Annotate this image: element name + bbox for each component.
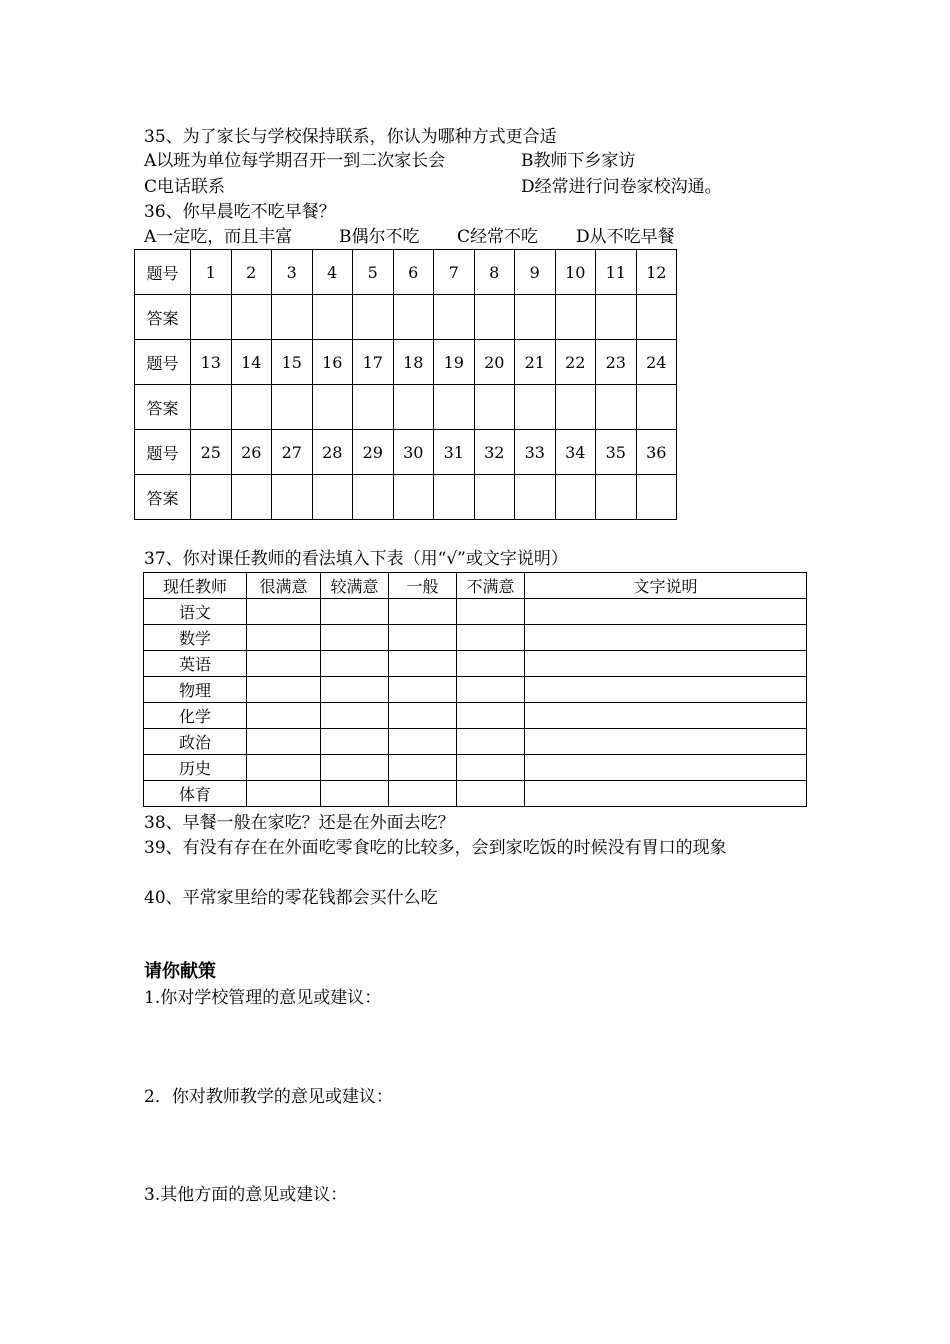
question-number-label: 题号: [135, 340, 191, 385]
answer-cell[interactable]: [555, 475, 596, 520]
rating-cell[interactable]: [389, 625, 457, 651]
answer-cell[interactable]: [353, 475, 394, 520]
rating-cell[interactable]: [247, 755, 321, 781]
question-number-cell: 16: [312, 340, 353, 385]
subject-cell: 物理: [144, 677, 247, 703]
answer-row: [135, 295, 677, 340]
question-number-cell: 3: [272, 250, 313, 295]
question-number-cell: 32: [474, 430, 515, 475]
teacher-table-header: 很满意: [247, 573, 321, 599]
q35-option-a: A以班为单位每学期召开一到二次家长会: [144, 151, 446, 171]
teacher-rating-table: [143, 572, 807, 807]
answer-cell[interactable]: [191, 385, 232, 430]
rating-cell[interactable]: [321, 677, 389, 703]
answer-cell[interactable]: [434, 295, 475, 340]
teacher-table-row: [144, 729, 807, 755]
teacher-table-row: [144, 703, 807, 729]
rating-cell[interactable]: [321, 781, 389, 807]
question-number-cell: 26: [231, 430, 272, 475]
answer-label: 答案: [135, 295, 191, 340]
teacher-table-header: 较满意: [321, 573, 389, 599]
rating-cell[interactable]: [525, 755, 807, 781]
answer-cell[interactable]: [231, 385, 272, 430]
answer-cell[interactable]: [272, 475, 313, 520]
answer-cell[interactable]: [596, 295, 637, 340]
rating-cell[interactable]: [457, 599, 525, 625]
q35-option-c: C电话联系: [144, 177, 226, 197]
rating-cell[interactable]: [389, 677, 457, 703]
rating-cell[interactable]: [389, 599, 457, 625]
answer-cell[interactable]: [393, 475, 434, 520]
rating-cell[interactable]: [525, 677, 807, 703]
teacher-table-header: 文字说明: [525, 573, 807, 599]
q35-option-d: D经常进行问卷家校沟通。: [521, 177, 722, 197]
question-number-cell: 34: [555, 430, 596, 475]
question-number-label: 题号: [135, 430, 191, 475]
question-number-cell: 20: [474, 340, 515, 385]
answer-cell[interactable]: [272, 295, 313, 340]
question-number-cell: 11: [596, 250, 637, 295]
q35-option-b: B教师下乡家访: [521, 151, 636, 171]
answer-cell[interactable]: [312, 385, 353, 430]
answer-cell[interactable]: [231, 475, 272, 520]
question-number-row: [135, 250, 677, 295]
answer-cell[interactable]: [312, 295, 353, 340]
question-number-cell: 28: [312, 430, 353, 475]
question-number-cell: 22: [555, 340, 596, 385]
teacher-table-header: 一般: [389, 573, 457, 599]
answer-cell[interactable]: [596, 385, 637, 430]
answer-row: [135, 385, 677, 430]
rating-cell[interactable]: [389, 729, 457, 755]
question-number-cell: 14: [231, 340, 272, 385]
q36-option-c: C经常不吃: [457, 227, 539, 247]
q39-question: 39、有没有存在在外面吃零食吃的比较多，会到家吃饭的时候没有胃口的现象: [144, 838, 727, 858]
rating-cell[interactable]: [321, 625, 389, 651]
rating-cell[interactable]: [457, 755, 525, 781]
teacher-table-row: [144, 677, 807, 703]
question-number-cell: 15: [272, 340, 313, 385]
rating-cell[interactable]: [525, 599, 807, 625]
answer-cell[interactable]: [231, 295, 272, 340]
rating-cell[interactable]: [525, 781, 807, 807]
question-number-cell: 21: [515, 340, 556, 385]
rating-cell[interactable]: [457, 703, 525, 729]
teacher-table-row: [144, 625, 807, 651]
rating-cell[interactable]: [389, 703, 457, 729]
teacher-table-row: [144, 651, 807, 677]
rating-cell[interactable]: [321, 703, 389, 729]
question-number-cell: 2: [231, 250, 272, 295]
rating-cell[interactable]: [321, 599, 389, 625]
question-number-row: [135, 430, 677, 475]
question-number-cell: 18: [393, 340, 434, 385]
answer-cell[interactable]: [434, 385, 475, 430]
question-number-cell: 36: [636, 430, 677, 475]
rating-cell[interactable]: [457, 651, 525, 677]
answer-cell[interactable]: [474, 385, 515, 430]
rating-cell[interactable]: [321, 729, 389, 755]
rating-cell[interactable]: [247, 599, 321, 625]
rating-cell[interactable]: [525, 625, 807, 651]
subject-cell: 语文: [144, 599, 247, 625]
teacher-table-row: [144, 755, 807, 781]
question-number-cell: 31: [434, 430, 475, 475]
question-number-cell: 24: [636, 340, 677, 385]
subject-cell: 英语: [144, 651, 247, 677]
rating-cell[interactable]: [247, 625, 321, 651]
answer-label: 答案: [135, 385, 191, 430]
subject-cell: 化学: [144, 703, 247, 729]
rating-cell[interactable]: [389, 755, 457, 781]
suggestions-title: 请你献策: [144, 961, 216, 982]
answer-label: 答案: [135, 475, 191, 520]
answer-cell[interactable]: [636, 385, 677, 430]
question-number-cell: 19: [434, 340, 475, 385]
q40-question: 40、平常家里给的零花钱都会买什么吃: [144, 888, 438, 908]
q36-option-b: B偶尔不吃: [339, 227, 420, 247]
teacher-table-row: [144, 781, 807, 807]
rating-cell[interactable]: [247, 677, 321, 703]
answer-cell[interactable]: [353, 385, 394, 430]
answer-cell[interactable]: [434, 475, 475, 520]
question-number-cell: 23: [596, 340, 637, 385]
answer-cell[interactable]: [515, 385, 556, 430]
question-number-cell: 8: [474, 250, 515, 295]
answer-cell[interactable]: [191, 475, 232, 520]
answer-cell[interactable]: [353, 295, 394, 340]
rating-cell[interactable]: [525, 703, 807, 729]
question-number-cell: 12: [636, 250, 677, 295]
answer-cell[interactable]: [474, 475, 515, 520]
q37-question: 37、你对课任教师的看法填入下表（用“√”或文字说明）: [144, 549, 568, 569]
answer-cell[interactable]: [272, 385, 313, 430]
teacher-table-header: 不满意: [457, 573, 525, 599]
suggestion-item-2: 2．你对教师教学的意见或建议：: [144, 1087, 393, 1107]
rating-cell[interactable]: [457, 625, 525, 651]
suggestion-item-3: 3.其他方面的意见或建议：: [144, 1185, 348, 1205]
question-number-cell: 7: [434, 250, 475, 295]
rating-cell[interactable]: [389, 651, 457, 677]
question-number-row: [135, 340, 677, 385]
question-number-cell: 35: [596, 430, 637, 475]
subject-cell: 数学: [144, 625, 247, 651]
answer-cell[interactable]: [393, 385, 434, 430]
question-number-cell: 25: [191, 430, 232, 475]
answer-row: [135, 475, 677, 520]
rating-cell[interactable]: [321, 651, 389, 677]
q35-question: 35、为了家长与学校保持联系，你认为哪种方式更合适: [144, 127, 557, 147]
rating-cell[interactable]: [457, 781, 525, 807]
question-number-cell: 5: [353, 250, 394, 295]
rating-cell[interactable]: [247, 781, 321, 807]
teacher-table-row: [144, 599, 807, 625]
question-number-cell: 33: [515, 430, 556, 475]
question-number-cell: 6: [393, 250, 434, 295]
subject-cell: 体育: [144, 781, 247, 807]
suggestion-item-1: 1.你对学校管理的意见或建议：: [144, 988, 382, 1008]
answer-cell[interactable]: [515, 475, 556, 520]
teacher-table-header-row: [144, 573, 807, 599]
rating-cell[interactable]: [247, 651, 321, 677]
question-number-cell: 4: [312, 250, 353, 295]
teacher-table-header: 现任教师: [144, 573, 247, 599]
answer-cell[interactable]: [555, 385, 596, 430]
answer-sheet-table: [134, 249, 677, 520]
question-number-cell: 27: [272, 430, 313, 475]
q36-question: 36、你早晨吃不吃早餐？: [144, 202, 336, 222]
rating-cell[interactable]: [457, 729, 525, 755]
question-number-cell: 17: [353, 340, 394, 385]
answer-cell[interactable]: [596, 475, 637, 520]
question-number-cell: 13: [191, 340, 232, 385]
question-number-cell: 1: [191, 250, 232, 295]
rating-cell[interactable]: [525, 729, 807, 755]
answer-cell[interactable]: [191, 295, 232, 340]
question-number-cell: 9: [515, 250, 556, 295]
question-number-label: 题号: [135, 250, 191, 295]
question-number-cell: 29: [353, 430, 394, 475]
subject-cell: 历史: [144, 755, 247, 781]
answer-cell[interactable]: [474, 295, 515, 340]
q36-option-d: D从不吃早餐: [576, 227, 675, 247]
rating-cell[interactable]: [525, 651, 807, 677]
answer-cell[interactable]: [312, 475, 353, 520]
q38-question: 38、早餐一般在家吃？还是在外面去吃？: [144, 813, 455, 833]
q36-option-a: A一定吃，而且丰富: [144, 227, 293, 247]
answer-cell[interactable]: [555, 295, 596, 340]
rating-cell[interactable]: [457, 677, 525, 703]
subject-cell: 政治: [144, 729, 247, 755]
answer-cell[interactable]: [515, 295, 556, 340]
question-number-cell: 10: [555, 250, 596, 295]
answer-cell[interactable]: [636, 295, 677, 340]
answer-cell[interactable]: [393, 295, 434, 340]
rating-cell[interactable]: [247, 703, 321, 729]
rating-cell[interactable]: [247, 729, 321, 755]
rating-cell[interactable]: [321, 755, 389, 781]
answer-cell[interactable]: [636, 475, 677, 520]
rating-cell[interactable]: [389, 781, 457, 807]
question-number-cell: 30: [393, 430, 434, 475]
